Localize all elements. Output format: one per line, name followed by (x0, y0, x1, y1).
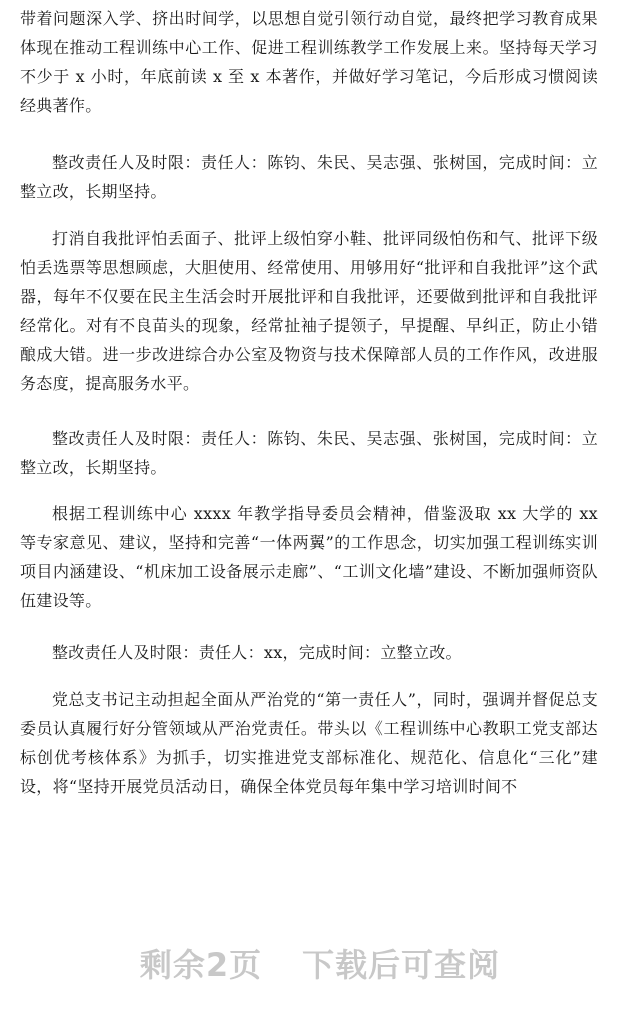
remaining-pages-label: 剩余2页 (139, 946, 263, 984)
paragraph-responsibility-1: 整改责任人及时限：责任人：陈钧、朱民、吴志强、张树国，完成时间：立整立改，长期坚持。 (20, 153, 598, 201)
download-banner[interactable] (0, 940, 640, 986)
download-hint-label[interactable]: 下载后可查阅 (302, 946, 501, 984)
paragraph-criticism: 打消自我批评怕丢面子、批评上级怕穿小鞋、批评同级怕伤和气、批评下级怕丢选票等思想顾虑，大胆使用、经常使用、用够用好“批评和自我批评”这个武器，每年不仅要在民主生活会时开展批评和自我批评，还要做到批评和自我批评经常化。对有不良苗头的现象，经常扯袖子提领子，早提醒、早纠正，防止小错酿成大错。进一步改进综合办公室及物资与技术保障部人员的工作作风，改进服务态度，提高服务水平。 (20, 229, 598, 393)
paragraph-responsibility-3: 整改责任人及时限：责任人：xx，完成时间：立整立改。 (52, 643, 462, 662)
paragraph-teaching-guidance: 根据工程训练中心 xxxx 年教学指导委员会精神，借鉴汲取 xx 大学的 xx 等专家意见、建议，坚持和完善“一体两翼”的工作思念，切实加强工程训练实训项目内涵建设、“机床加工设备展示走廊”、“工训文化墙”建设、不断加强师资队伍建设等。 (20, 504, 598, 610)
paragraph-study-plan: 带着问题深入学、挤出时间学，以思想自觉引领行动自觉，最终把学习教育成果体现在推动工程训练中心工作、促进工程训练教学工作发展上来。坚持每天学习不少于 x 小时，年底前读 x 至 x 本著作，并做好学习笔记，今后形成习惯阅读经典著作。 (20, 9, 598, 115)
paragraph-party-secretary: 党总支书记主动担起全面从严治党的“第一责任人”，同时，强调并督促总支委员认真履行好分管领域从严治党责任。带头以《工程训练中心教职工党支部达标创优考核体系》为抓手，切实推进党支部标准化、规范化、信息化“三化”建设，将“坚持开展党员活动日，确保全体党员每年集中学习培训时间不 (20, 690, 598, 796)
paragraph-responsibility-2: 整改责任人及时限：责任人：陈钧、朱民、吴志强、张树国，完成时间：立整立改，长期坚持。 (20, 429, 598, 477)
